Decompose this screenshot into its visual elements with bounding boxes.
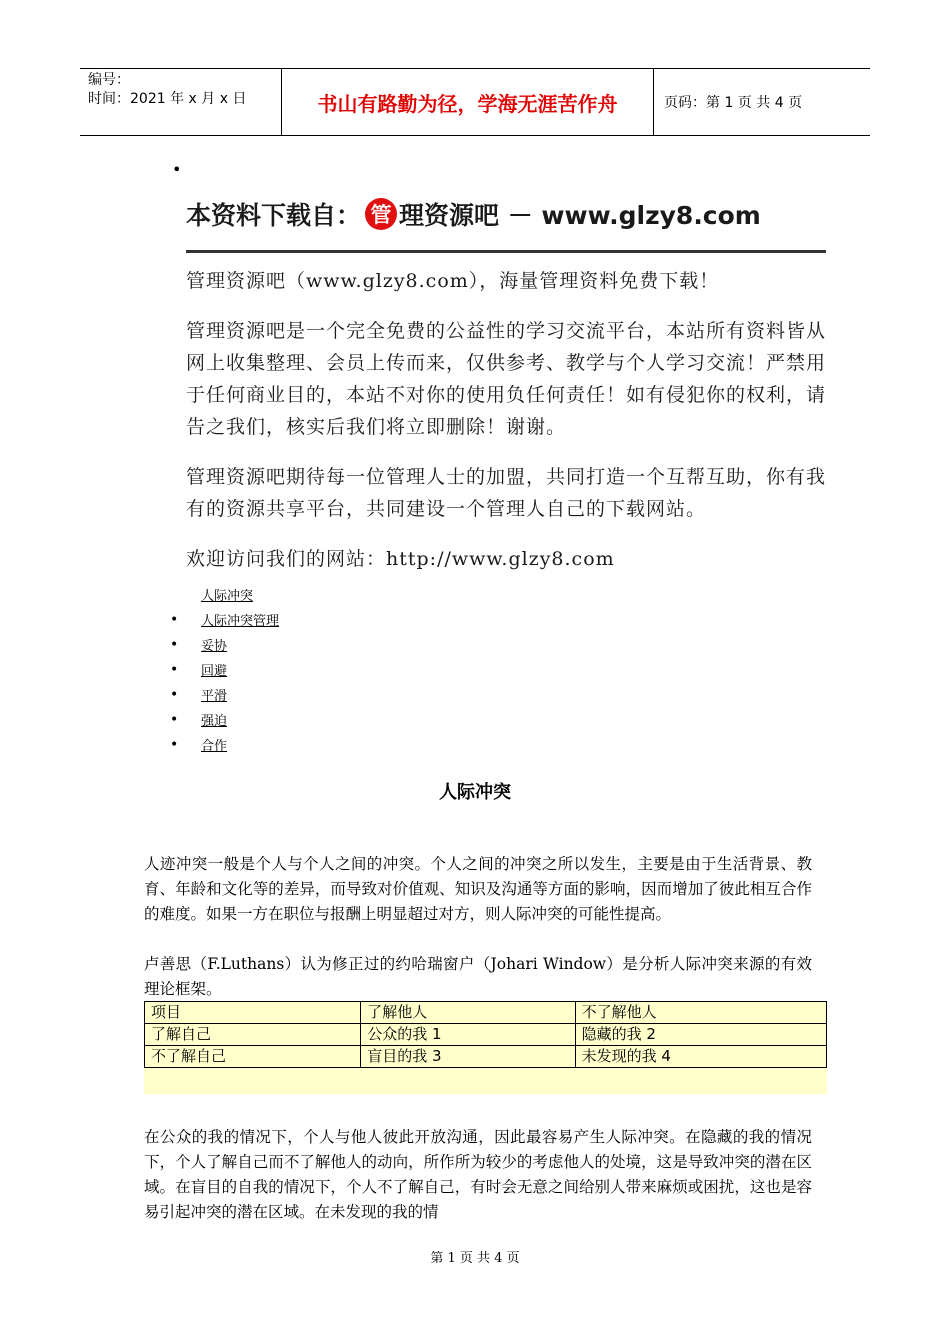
table-cell: 不了解自己 bbox=[145, 1046, 361, 1068]
header-meta bbox=[80, 69, 282, 135]
table-cell: 了解他人 bbox=[361, 1002, 575, 1024]
page-header bbox=[80, 68, 870, 136]
bullet-icon: • bbox=[170, 611, 179, 628]
bullet-icon: • bbox=[170, 636, 179, 653]
table-row bbox=[145, 1002, 827, 1024]
bullet-icon: • bbox=[170, 686, 179, 703]
toc-item[interactable] bbox=[170, 607, 279, 632]
banner-paragraph-1: 管理资源吧（www.glzy8.com），海量管理资料免费下载！ bbox=[186, 270, 720, 292]
bullet-icon: • bbox=[170, 736, 179, 753]
table-cell: 隐藏的我 2 bbox=[575, 1024, 826, 1046]
toc-link-qiangpo[interactable]: 强迫 bbox=[201, 714, 228, 729]
header-page-info: 页码：第 1 页 共 4 页 bbox=[664, 95, 803, 111]
table-row bbox=[145, 1046, 827, 1068]
banner-heading-prefix: 本资料下载自： bbox=[186, 201, 362, 230]
table-cell: 了解自己 bbox=[145, 1024, 361, 1046]
banner-paragraph-4: 欢迎访问我们的网站：http://www.glzy8.com bbox=[186, 548, 615, 570]
toc-item[interactable] bbox=[170, 582, 279, 607]
table-cell: 盲目的我 3 bbox=[361, 1046, 575, 1068]
site-logo-icon: 管 bbox=[365, 198, 397, 230]
table-cell: 公众的我 1 bbox=[361, 1024, 575, 1046]
toc-link-hezuo[interactable]: 合作 bbox=[201, 739, 228, 754]
toc-item[interactable] bbox=[170, 657, 279, 682]
page-footer: 第 1 页 共 4 页 bbox=[430, 1251, 520, 1266]
table-cell: 未发现的我 4 bbox=[575, 1046, 826, 1068]
toc-item[interactable] bbox=[170, 682, 279, 707]
header-motto: 书山有路勤为径，学海无涯苦作舟 bbox=[282, 69, 654, 135]
toc-link-renji-chongtu[interactable]: 人际冲突 bbox=[201, 589, 254, 604]
bullet-icon: • bbox=[172, 160, 182, 179]
article-title: 人际冲突 bbox=[439, 782, 511, 803]
toc-item[interactable] bbox=[170, 632, 279, 657]
time-label: 时间：2021 年 x 月 x 日 bbox=[88, 91, 247, 107]
toc-link-chongtu-guanli[interactable]: 人际冲突管理 bbox=[201, 614, 280, 629]
toc-link-pinghua[interactable]: 平滑 bbox=[201, 689, 228, 704]
toc-link-huibi[interactable]: 回避 bbox=[201, 664, 228, 679]
johari-window-table bbox=[144, 1001, 827, 1094]
article-paragraph-1: 人迹冲突一般是个人与个人之间的冲突。个人之间的冲突之所以发生，主要是由于生活背景、教育、年龄和文化等的差异，而导致对价值观、知识及沟通等方面的影响，因而增加了彼此相互合作的难度。如果一方在职位与报酬上明显超过对方，则人际冲突的可能性提高。 bbox=[144, 855, 812, 923]
toc-link-tuoxie[interactable]: 妥协 bbox=[201, 639, 228, 654]
bullet-icon: • bbox=[170, 661, 179, 678]
banner-paragraph-3: 管理资源吧期待每一位管理人士的加盟，共同打造一个互帮互助，你有我有的资源共享平台，共同建设一个管理人自己的下载网站。 bbox=[186, 466, 827, 520]
bullet-icon: • bbox=[170, 711, 179, 728]
table-cell: 不了解他人 bbox=[575, 1002, 826, 1024]
toc-item[interactable] bbox=[170, 707, 279, 732]
banner-heading bbox=[186, 186, 826, 242]
table-cell: 项目 bbox=[145, 1002, 361, 1024]
download-banner bbox=[186, 186, 827, 570]
toc-list bbox=[170, 582, 279, 757]
table-row bbox=[145, 1024, 827, 1046]
toc-item[interactable] bbox=[170, 732, 279, 757]
banner-paragraph-2: 管理资源吧是一个完全免费的公益性的学习交流平台，本站所有资料皆从网上收集整理、会员上传而来，仅供参考、教学与个人学习交流！严禁用于任何商业目的，本站不对你的使用负任何责任！如有侵犯你的权利，请告之我们，核实后我们将立即删除！谢谢。 bbox=[186, 320, 827, 438]
banner-divider bbox=[186, 250, 826, 253]
article-paragraph-3: 在公众的我的情况下，个人与他人彼此开放沟通，因此最容易产生人际冲突。在隐藏的我的情况下，个人了解自己而不了解他人的动向，所作所为较少的考虑他人的处境，这是导致冲突的潜在区域。在盲目的自我的情况下，个人不了解自己，有时会无意之间给别人带来麻烦或困扰，这也是容易引起冲突的潜在区域。在未发现的我的情 bbox=[144, 1128, 812, 1221]
table-filler-row bbox=[145, 1068, 827, 1095]
number-label: 编号： bbox=[88, 72, 130, 88]
banner-heading-suffix: 理资源吧 － www.glzy8.com bbox=[399, 201, 761, 230]
article-paragraph-2: 卢善思（F.Luthans）认为修正过的约哈瑞窗户（Johari Window）是分析人际冲突来源的有效理论框架。 bbox=[144, 955, 812, 998]
